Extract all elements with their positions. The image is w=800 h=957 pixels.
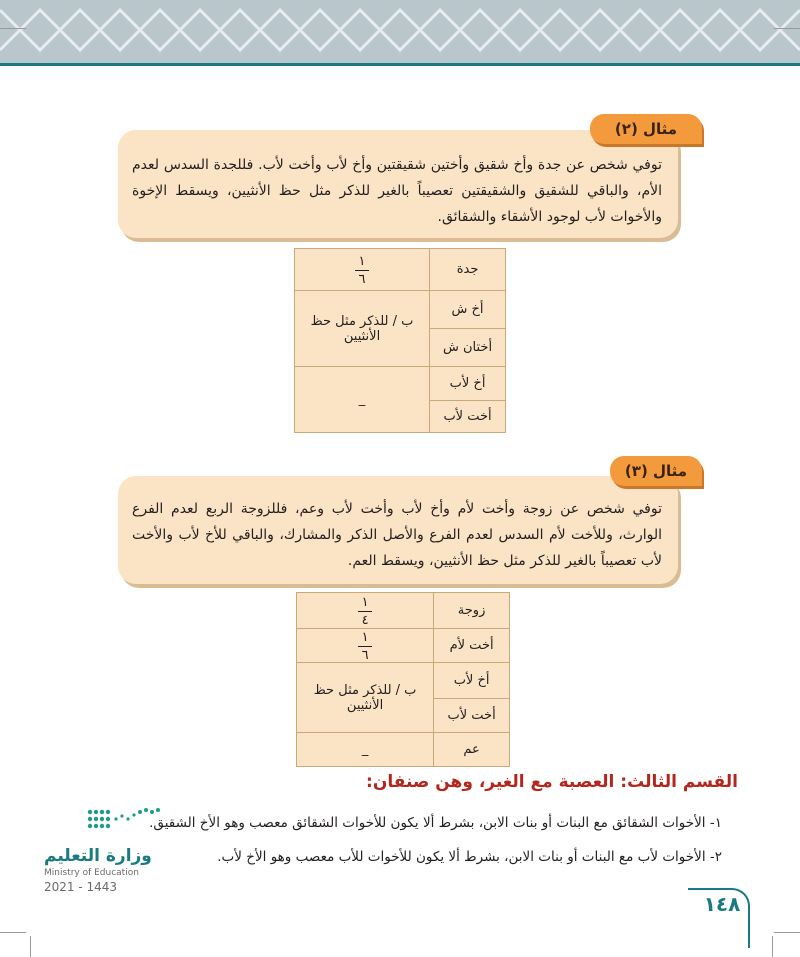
- fraction-bar: [355, 270, 369, 271]
- fraction-denominator: ٦: [358, 271, 366, 287]
- heir-cell: أخ ش: [430, 291, 506, 329]
- fraction: [358, 631, 372, 662]
- heir-cell: جدة: [430, 249, 506, 291]
- crop-mark: [774, 28, 800, 29]
- heir-cell: عم: [434, 733, 510, 767]
- fraction: [355, 255, 369, 286]
- heir-cell: أخت لأب: [430, 401, 506, 433]
- residual-cell: ب / للذكر مثل حظ الأنثيين: [297, 663, 434, 733]
- banner-underline: [0, 63, 800, 66]
- heir-cell: أختان ش: [430, 329, 506, 367]
- share-cell: [295, 249, 430, 291]
- logo-year: 2021 - 1443: [44, 880, 118, 894]
- geometric-pattern-icon: [0, 0, 800, 66]
- fraction: [358, 596, 372, 627]
- residual-cell: ب / للذكر مثل حظ الأنثيين: [295, 291, 430, 367]
- section-title: القسم الثالث: العصبة مع الغير، وهن صنفان:: [366, 772, 738, 792]
- example-2-tab: مثال (٢): [590, 114, 702, 144]
- ministry-logo: [44, 828, 154, 898]
- share-cell: [297, 629, 434, 663]
- crop-mark: [30, 936, 31, 957]
- example-3-table: [296, 592, 510, 767]
- fraction-numerator: ١: [361, 594, 369, 610]
- fraction-denominator: ٦: [361, 647, 369, 663]
- fraction-denominator: ٤: [361, 612, 369, 628]
- heir-cell: أخ لأب: [430, 367, 506, 401]
- fraction-numerator: ١: [358, 253, 366, 269]
- list-item: ١- الأخوات الشقائق مع البنات أو بنات الابن، بشرط ألا يكون للأخوات الشقائق معصب وهو الأخ الشقيق.: [149, 815, 722, 831]
- share-cell: [297, 593, 434, 629]
- excluded-cell: _: [297, 733, 434, 767]
- heir-cell: أخت لأم: [434, 629, 510, 663]
- page-number: ١٤٨: [703, 892, 741, 916]
- example-2-text: توفي شخص عن جدة وأخ شقيق وأختين شقيقتين وأخ لأب وأخت لأب. فللجدة السدس لعدم الأم، والباقي للشقيق والشقيقتين تعصيباً بالغير للذكر مثل حظ الأنثيين، ويسقط الإخوة والأخوات لأب لوجود الأشقاء والشقائق.: [132, 157, 662, 225]
- list-item: ٢- الأخوات لأب مع البنات أو بنات الابن، بشرط ألا يكون للأخوات للأب معصب وهو الأخ لأب.: [217, 849, 722, 865]
- logo-arabic: وزارة التعليم: [44, 846, 152, 866]
- logo-english: Ministry of Education: [44, 868, 139, 878]
- crop-mark: [772, 936, 773, 957]
- fraction-numerator: ١: [361, 629, 369, 645]
- header-banner: [0, 0, 800, 66]
- example-3-tab: مثال (٣): [610, 456, 702, 486]
- example-3-text: توفي شخص عن زوجة وأخت لأم وأخ لأب وأخت لأب وعم، فللزوجة الربع لعدم الفرع الوارث، وللأخت لأم السدس لعدم الفرع والأصل الذكر والمشارك، والباقي للأخ لأب والأخت لأب تعصيباً بالغير للذكر مثل حظ الأنثيين، ويسقط العم.: [132, 501, 662, 569]
- excluded-cell: _: [295, 367, 430, 433]
- fraction-bar: [358, 611, 372, 612]
- crop-mark: [774, 932, 800, 933]
- heir-cell: أخ لأب: [434, 663, 510, 699]
- crop-mark: [0, 28, 26, 29]
- heir-cell: زوجة: [434, 593, 510, 629]
- crop-mark: [0, 932, 26, 933]
- example-2-table: [294, 248, 506, 433]
- heir-cell: أخت لأب: [434, 699, 510, 733]
- fraction-bar: [358, 646, 372, 647]
